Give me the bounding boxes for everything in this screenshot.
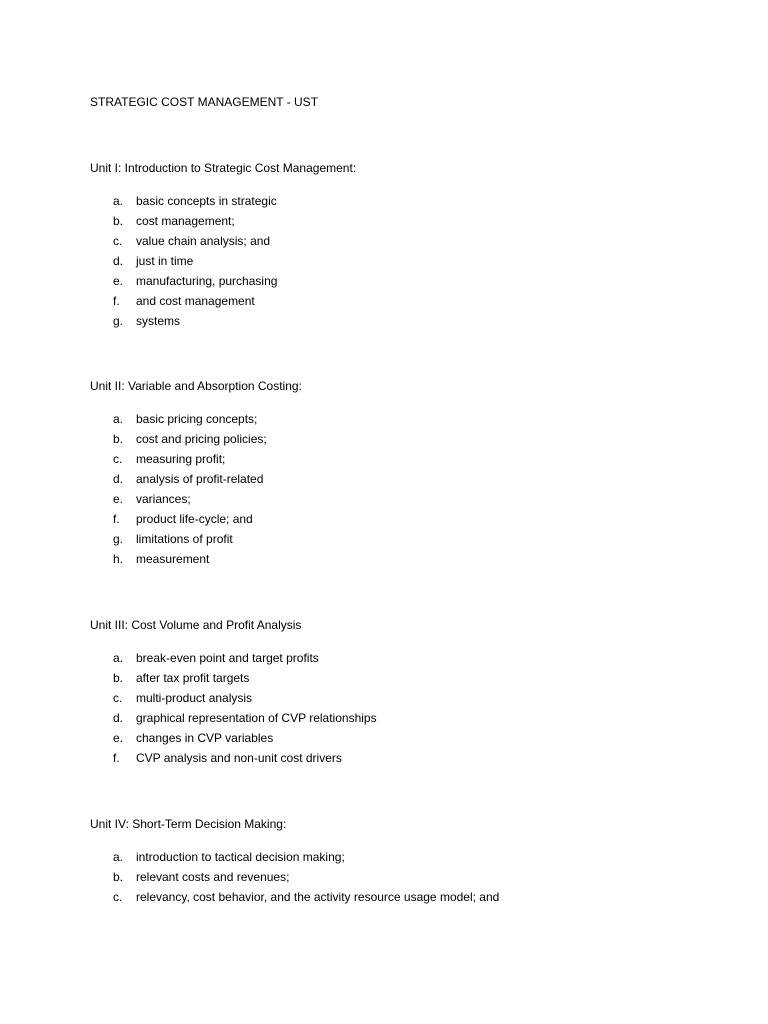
item-letter: b.: [113, 870, 124, 884]
unit-heading: Unit III: Cost Volume and Profit Analysis: [90, 618, 302, 632]
unit-heading: Unit I: Introduction to Strategic Cost Management:: [90, 161, 357, 175]
unit-1-item-list: [90, 193, 730, 333]
item-text: product life-cycle; and: [136, 512, 253, 526]
unit-1-section: [90, 160, 730, 328]
item-text: basic concepts in strategic: [136, 194, 277, 208]
item-letter: d.: [113, 254, 124, 268]
item-text: break-even point and target profits: [136, 651, 319, 665]
unit-2-section: [90, 378, 730, 566]
item-text: graphical representation of CVP relationships: [136, 711, 377, 725]
item-letter: f.: [113, 512, 120, 526]
unit-heading: Unit II: Variable and Absorption Costing:: [90, 379, 302, 393]
item-text: variances;: [136, 492, 191, 506]
item-text: and cost management: [136, 294, 255, 308]
list-item: [90, 710, 730, 730]
item-text: changes in CVP variables: [136, 731, 274, 745]
item-letter: c.: [113, 691, 123, 705]
item-text: limitations of profit: [136, 532, 233, 546]
list-item: [90, 471, 730, 491]
item-text: measuring profit;: [136, 452, 226, 466]
item-text: after tax profit targets: [136, 671, 250, 685]
item-letter: e.: [113, 731, 124, 745]
item-letter: g.: [113, 314, 124, 328]
item-text: cost and pricing policies;: [136, 432, 267, 446]
unit-heading: Unit IV: Short-Term Decision Making:: [90, 817, 287, 831]
unit-3-item-list: [90, 650, 730, 770]
item-letter: g.: [113, 532, 124, 546]
document-title: STRATEGIC COST MANAGEMENT - UST: [90, 95, 319, 109]
item-text: just in time: [136, 254, 194, 268]
unit-4-item-list: [90, 849, 730, 909]
item-text: manufacturing, purchasing: [136, 274, 278, 288]
item-letter: a.: [113, 651, 124, 665]
item-letter: c.: [113, 234, 123, 248]
item-text: multi-product analysis: [136, 691, 253, 705]
list-item: [90, 411, 730, 431]
list-item: [90, 293, 730, 313]
list-item: [90, 849, 730, 869]
item-letter: a.: [113, 194, 124, 208]
item-letter: e.: [113, 492, 124, 506]
item-letter: f.: [113, 294, 120, 308]
list-item: [90, 531, 730, 551]
list-item: [90, 690, 730, 710]
unit-3-section: [90, 617, 730, 765]
list-item: [90, 253, 730, 273]
item-text: basic pricing concepts;: [136, 412, 258, 426]
item-text: value chain analysis; and: [136, 234, 271, 248]
item-text: analysis of profit-related: [136, 472, 264, 486]
item-letter: b.: [113, 214, 124, 228]
item-letter: c.: [113, 452, 123, 466]
item-letter: c.: [113, 890, 123, 904]
list-item: [90, 650, 730, 670]
list-item: [90, 233, 730, 253]
item-text: relevancy, cost behavior, and the activity resource usage model; and: [136, 890, 500, 904]
list-item: [90, 750, 730, 770]
item-text: measurement: [136, 552, 210, 566]
list-item: [90, 313, 730, 333]
item-letter: f.: [113, 751, 120, 765]
item-letter: e.: [113, 274, 124, 288]
item-letter: a.: [113, 412, 124, 426]
item-text: introduction to tactical decision making;: [136, 850, 345, 864]
item-text: systems: [136, 314, 181, 328]
list-item: [90, 273, 730, 293]
list-item: [90, 491, 730, 511]
list-item: [90, 451, 730, 471]
list-item: [90, 730, 730, 750]
item-text: relevant costs and revenues;: [136, 870, 290, 884]
list-item: [90, 213, 730, 233]
list-item: [90, 551, 730, 571]
item-letter: h.: [113, 552, 124, 566]
list-item: [90, 431, 730, 451]
item-letter: b.: [113, 671, 124, 685]
item-text: CVP analysis and non-unit cost drivers: [136, 751, 342, 765]
item-letter: b.: [113, 432, 124, 446]
item-letter: a.: [113, 850, 124, 864]
list-item: [90, 670, 730, 690]
unit-4-section: [90, 816, 730, 904]
list-item: [90, 511, 730, 531]
list-item: [90, 869, 730, 889]
item-letter: d.: [113, 711, 124, 725]
unit-2-item-list: [90, 411, 730, 571]
item-letter: d.: [113, 472, 124, 486]
list-item: [90, 193, 730, 213]
list-item: [90, 889, 730, 909]
item-text: cost management;: [136, 214, 235, 228]
